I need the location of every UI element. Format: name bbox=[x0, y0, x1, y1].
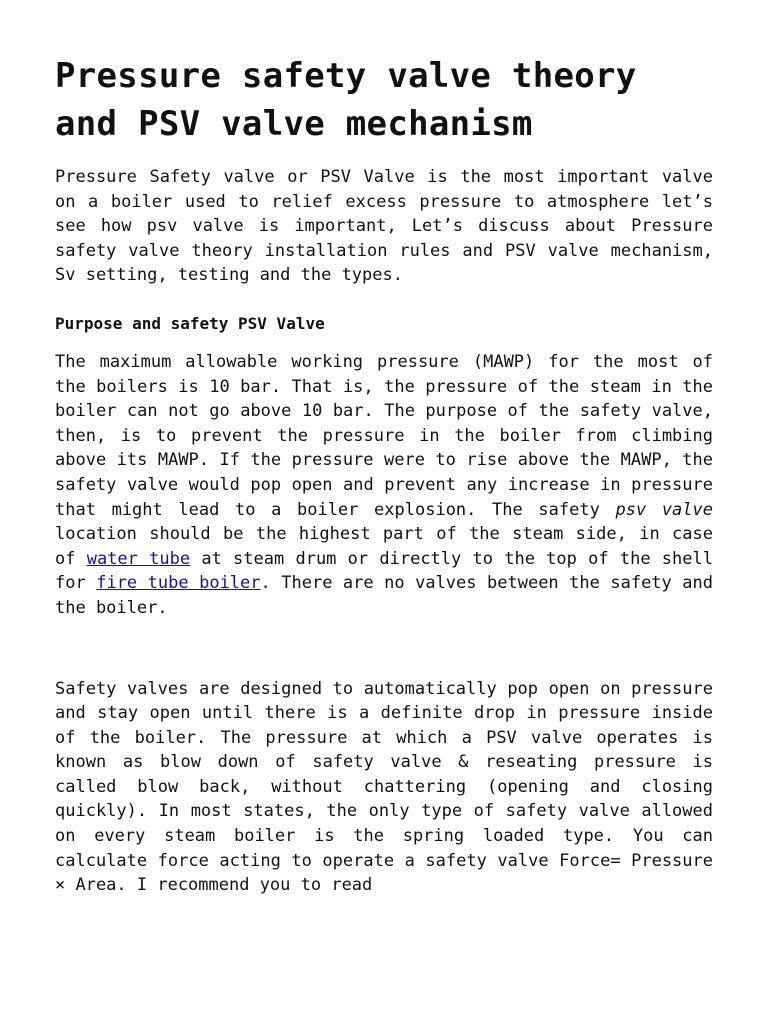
water-tube-link[interactable]: water tube bbox=[86, 548, 191, 569]
paragraph-text: location should be the highest part of the steam side, in case of bbox=[55, 524, 713, 569]
section-heading: Purpose and safety PSV Valve bbox=[55, 313, 325, 333]
fire-tube-boiler-link[interactable]: fire tube boiler bbox=[96, 573, 261, 594]
paragraph-text: The maximum allowable working pressure (MAWP) for the most of the boilers is 10 bar. That is, the pressure of the steam in the boiler can not go above 10 bar. The purpose of the safety valve, then, is to prevent the pressure in the boiler from climbing above its MAWP. If the pressure were to rise above the MAWP, the safety valve would pop open and prevent any increase in pressure that might lead to a boiler explosion. The safety bbox=[55, 351, 713, 520]
body-paragraph-1 bbox=[55, 350, 713, 621]
article-title: Pressure safety valve theory and PSV valve mechanism bbox=[55, 56, 637, 144]
paragraph-text: at steam drum or directly to the top of the shell for bbox=[55, 548, 713, 594]
intro-paragraph: Pressure Safety valve or PSV Valve is the most important valve on a boiler used to relief excess pressure to atmosphere let’s see how psv valve is important, Let’s discuss about Pressure safety valve theory installation rules and PSV valve mechanism, Sv setting, testing and the types. bbox=[55, 167, 713, 286]
article bbox=[55, 52, 713, 898]
emphasis-text: psv valve bbox=[615, 499, 713, 520]
paragraph-text: . There are no valves between the safety and the boiler. bbox=[55, 573, 713, 618]
body-paragraph-2: Safety valves are designed to automatically pop open on pressure and stay open until there is a definite drop in pressure inside of the boiler. The pressure at which a PSV valve operates is known as blow down of safety valve & reseating pressure is called blow back, without chattering (opening and closing quickly). In most states, the only type of safety valve allowed on every steam boiler is the spring loaded type. You can calculate force acting to operate a safety valve Force= Pressure × Area. I recommend you to read bbox=[55, 678, 713, 896]
